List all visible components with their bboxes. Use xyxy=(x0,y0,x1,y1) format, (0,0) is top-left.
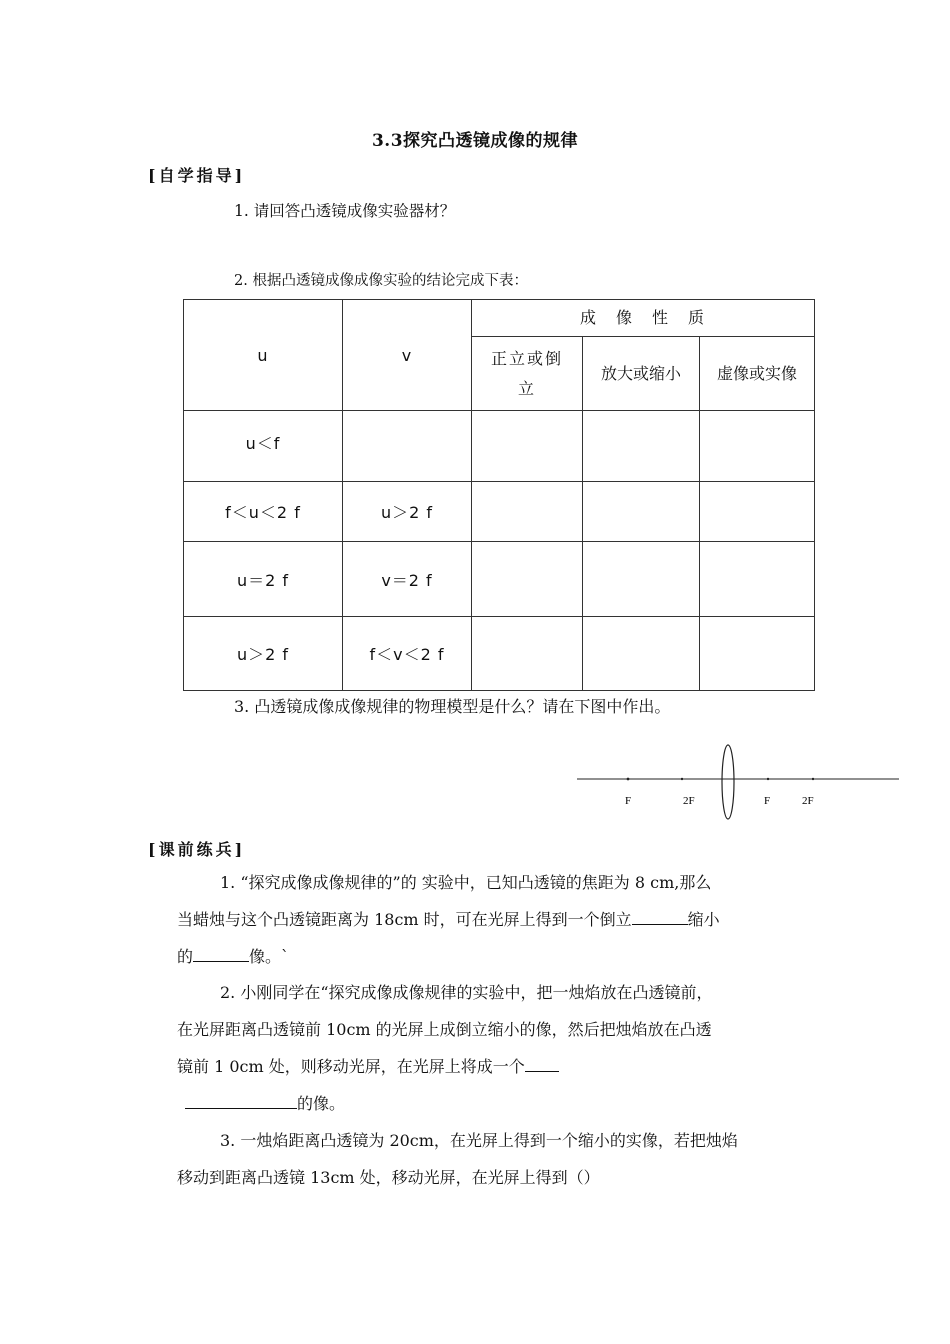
cell-v xyxy=(343,411,472,482)
p1-line2: 当蜡烛与这个凸透镜距离为 18cm 时，可在光屏上得到一个倒立 缩小 xyxy=(177,910,720,929)
section-self-study: [自学指导] xyxy=(148,166,246,185)
cell-blank[interactable] xyxy=(700,411,815,482)
focal-point-mark xyxy=(767,778,769,780)
p2-line3: 镜前 1 0cm 处，则移动光屏，在光屏上将成一个 xyxy=(177,1048,817,1085)
p2-line2: 在光屏距离凸透镜前 10cm 的光屏上成倒立缩小的像，然后把烛焰放在凸透 xyxy=(177,1020,712,1039)
header-u: u xyxy=(184,300,343,411)
header-upright-inverted: 正立或倒立 xyxy=(472,337,583,411)
cell-blank[interactable] xyxy=(700,617,815,691)
cell-blank[interactable] xyxy=(472,482,583,542)
cell-blank[interactable] xyxy=(583,411,700,482)
cell-v: f＜v＜2 f xyxy=(343,617,472,691)
cell-u: u＜f xyxy=(184,411,343,482)
cell-blank[interactable] xyxy=(700,482,815,542)
label-2f-left: 2F xyxy=(683,795,695,807)
cell-blank[interactable] xyxy=(472,542,583,617)
label-2f-right: 2F xyxy=(802,795,814,807)
p1-line3: 的 像。` xyxy=(177,947,290,966)
question-2: 2. 根据凸透镜成像成像实验的结论完成下表： xyxy=(234,273,528,289)
cell-blank[interactable] xyxy=(700,542,815,617)
p3-line2: 移动到距离凸透镜 13cm 处，移动光屏，在光屏上得到（） xyxy=(177,1168,600,1187)
p3-line1: 3. 一烛焰距离凸透镜为 20cm，在光屏上得到一个缩小的实像，若把烛焰 xyxy=(220,1131,738,1150)
p1-line1: 1. “探究成像成像规律的”的 实验中，已知凸透镜的焦距为 8 cm,那么 xyxy=(220,873,712,892)
cell-u: u＞2 f xyxy=(184,617,343,691)
double-focal-point-mark xyxy=(812,778,814,780)
answer-blank[interactable] xyxy=(632,908,688,925)
question-3: 3. 凸透镜成像成像规律的物理模型是什么？请在下图中作出。 xyxy=(234,697,671,716)
cell-blank[interactable] xyxy=(472,617,583,691)
lens-diagram xyxy=(575,740,905,826)
header-virtual-real: 虚像或实像 xyxy=(700,337,815,411)
label-f-left: F xyxy=(625,795,632,807)
p2-line4: 的像。 xyxy=(177,1085,817,1122)
cell-v: u＞2 f xyxy=(343,482,472,542)
practice-question-3 xyxy=(177,1122,817,1196)
cell-blank[interactable] xyxy=(583,482,700,542)
cell-blank[interactable] xyxy=(583,542,700,617)
question-1: 1. 请回答凸透镜成像实验器材？ xyxy=(234,202,456,220)
cell-blank[interactable] xyxy=(472,411,583,482)
convex-lens-icon xyxy=(722,745,734,819)
practice-question-2 xyxy=(177,974,817,1122)
answer-blank[interactable] xyxy=(185,1092,297,1109)
answer-blank[interactable] xyxy=(193,945,249,962)
header-image-properties: 成 像 性 质 xyxy=(472,300,815,337)
header-v: v xyxy=(343,300,472,411)
header-enlarged-reduced: 放大或缩小 xyxy=(583,337,700,411)
section-practice: [课前练兵] xyxy=(148,840,246,859)
cell-v: v＝2 f xyxy=(343,542,472,617)
label-f-right: F xyxy=(764,795,771,807)
imaging-table xyxy=(183,299,815,691)
focal-point-mark xyxy=(627,778,630,781)
page-title: 3.3探究凸透镜成像的规律 xyxy=(371,131,579,151)
cell-u: f＜u＜2 f xyxy=(184,482,343,542)
cell-blank[interactable] xyxy=(583,617,700,691)
cell-u: u＝2 f xyxy=(184,542,343,617)
practice-question-1 xyxy=(177,864,817,975)
answer-blank[interactable] xyxy=(525,1055,559,1072)
p2-line1: 2. 小刚同学在“探究成像成像规律的实验中，把一烛焰放在凸透镜前， xyxy=(220,983,713,1002)
double-focal-point-mark xyxy=(681,778,683,780)
